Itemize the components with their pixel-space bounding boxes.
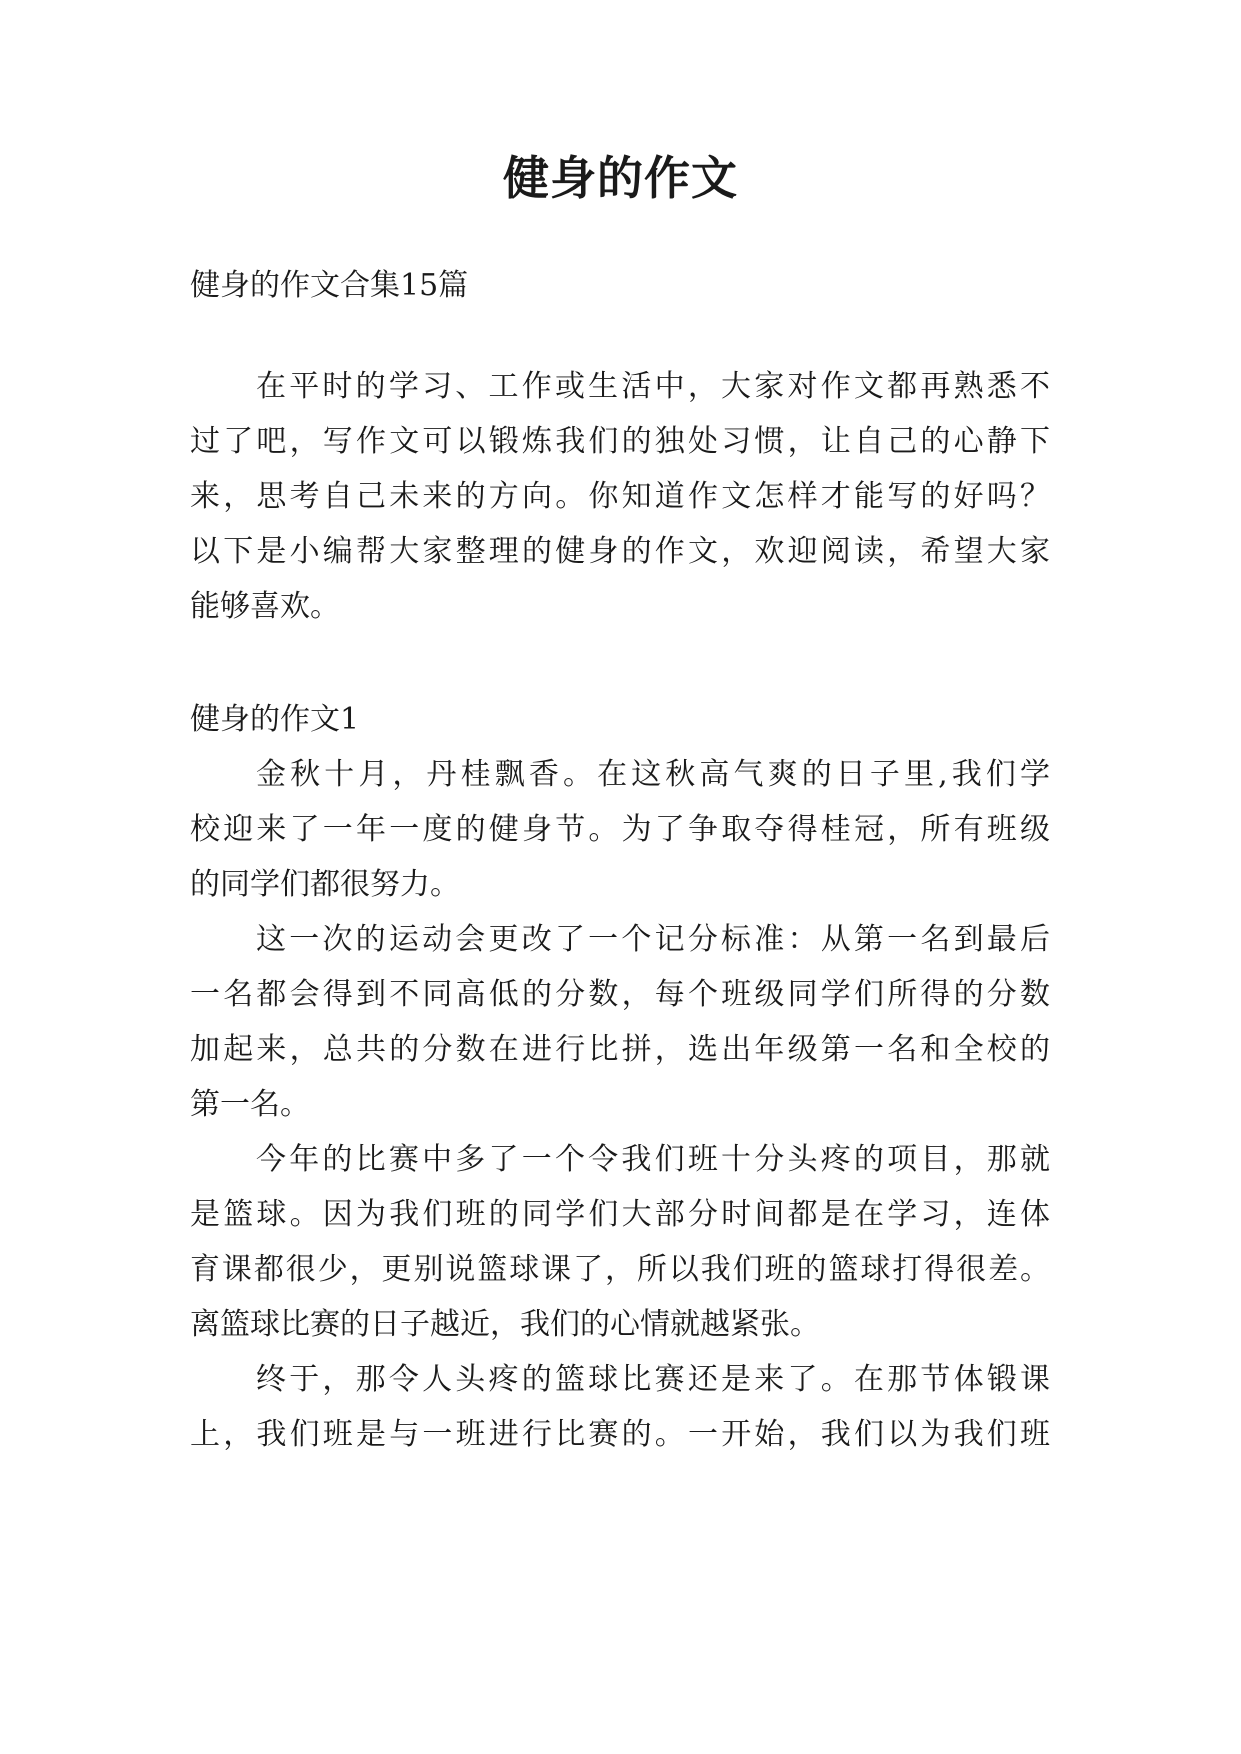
text-line: 上，我们班是与一班进行比赛的。一开始，我们以为我们班 bbox=[190, 1417, 1050, 1452]
text-line: 终于，那令人头疼的篮球比赛还是来了。在那节体锻课 bbox=[256, 1362, 1050, 1397]
text-line: 校迎来了一年一度的健身节。为了争取夺得桂冠，所有班级 bbox=[190, 812, 1050, 847]
text-line: 在平时的学习、工作或生活中，大家对作文都再熟悉不 bbox=[256, 369, 1050, 404]
document-subtitle: 健身的作文合集15篇 bbox=[190, 268, 469, 303]
essay-heading: 健身的作文1 bbox=[190, 702, 360, 737]
text-line: 第一名。 bbox=[190, 1087, 310, 1122]
text-line: 以下是小编帮大家整理的健身的作文，欢迎阅读，希望大家 bbox=[190, 534, 1050, 569]
text-line: 是篮球。因为我们班的同学们大部分时间都是在学习，连体 bbox=[190, 1197, 1050, 1232]
text-line: 离篮球比赛的日子越近，我们的心情就越紧张。 bbox=[190, 1307, 820, 1342]
text-line: 能够喜欢。 bbox=[190, 589, 340, 624]
text-line: 这一次的运动会更改了一个记分标准：从第一名到最后 bbox=[256, 922, 1050, 957]
text-line: 来，思考自己未来的方向。你知道作文怎样才能写的好吗？ bbox=[190, 479, 1050, 514]
text-line: 金秋十月，丹桂飘香。在这秋高气爽的日子里,我们学 bbox=[256, 757, 1050, 792]
text-line: 过了吧，写作文可以锻炼我们的独处习惯，让自己的心静下 bbox=[190, 424, 1050, 459]
text-line: 的同学们都很努力。 bbox=[190, 867, 460, 902]
text-line: 育课都很少，更别说篮球课了，所以我们班的篮球打得很差。 bbox=[190, 1252, 1050, 1287]
text-line: 加起来，总共的分数在进行比拼，选出年级第一名和全校的 bbox=[190, 1032, 1050, 1067]
page-title: 健身的作文 bbox=[503, 151, 738, 205]
text-line: 今年的比赛中多了一个令我们班十分头疼的项目，那就 bbox=[256, 1142, 1050, 1177]
text-line: 一名都会得到不同高低的分数，每个班级同学们所得的分数 bbox=[190, 977, 1050, 1012]
